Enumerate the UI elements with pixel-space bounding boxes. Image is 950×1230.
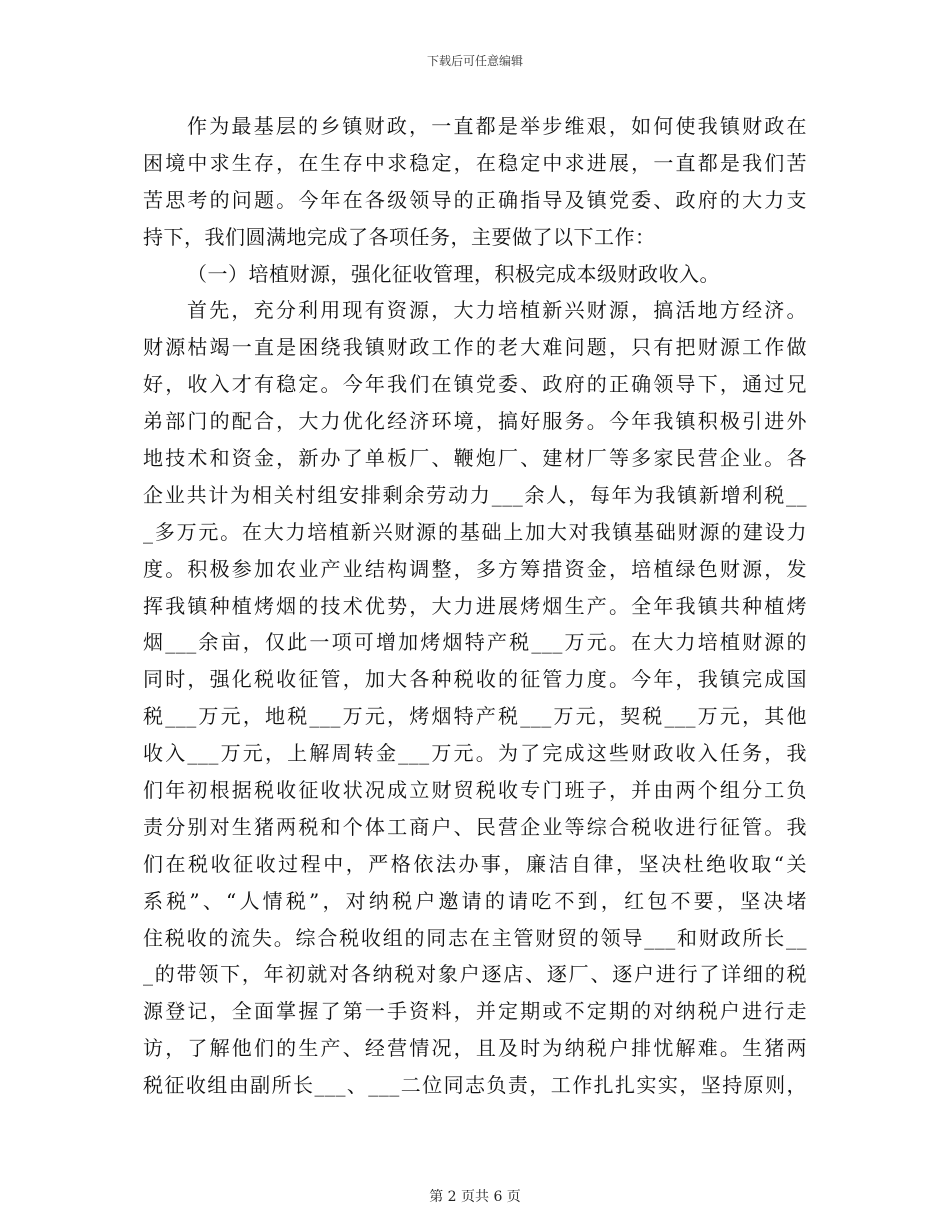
text-line: 持下，我们圆满地完成了各项任务，主要做了以下工作：	[143, 224, 656, 249]
text-line: 源登记，全面掌握了第一手资料，并定期或不定期的对纳税户进行走	[143, 999, 807, 1024]
paragraph	[143, 292, 807, 1104]
text-line: _多万元。在大力培植新兴财源的基础上加大对我镇基础财源的建设力	[143, 519, 807, 544]
text-line: 系税”、“人情税”，对纳税户邀请的请吃不到，红包不要，坚决堵	[143, 888, 807, 913]
text-line: 税___万元，地税___万元，烤烟特产税___万元，契税___万元，其他	[143, 704, 807, 729]
text-line: （一）培植财源，强化征收管理，积极完成本级财政收入。	[187, 261, 720, 286]
text-line: 困境中求生存，在生存中求稳定，在稳定中求进展，一直都是我们苦	[143, 150, 807, 175]
text-line: 挥我镇种植烤烟的技术优势，大力进展烤烟生产。全年我镇共种植烤	[143, 593, 807, 618]
text-line: 弟部门的配合，大力优化经济环境，搞好服务。今年我镇积极引进外	[143, 409, 807, 434]
text-line: 们在税收征收过程中，严格依法办事，廉洁自律，坚决杜绝收取“关	[143, 851, 807, 876]
text-line: 们年初根据税收征收状况成立财贸税收专门班子，并由两个组分工负	[143, 778, 807, 803]
text-line: 收入___万元，上解周转金___万元。为了完成这些财政收入任务，我	[143, 741, 807, 766]
text-line: 地技术和资金，新办了单板厂、鞭炮厂、建材厂等多家民营企业。各	[143, 446, 807, 471]
section-heading	[143, 256, 807, 293]
page-footer: 第 2 页共 6 页	[429, 1189, 521, 1205]
text-line: _的带领下，年初就对各纳税对象户逐店、逐厂、逐户进行了详细的税	[143, 962, 807, 987]
text-line: 作为最基层的乡镇财政，一直都是举步维艰，如何使我镇财政在	[187, 114, 807, 138]
text-line: 财源枯竭一直是困绕我镇财政工作的老大难问题，只有把财源工作做	[143, 335, 807, 360]
text-line: 企业共计为相关村组安排剩余劳动力___余人，每年为我镇新增利税__	[143, 482, 807, 507]
text-line: 责分别对生猪两税和个体工商户、民营企业等综合税收进行征管。我	[143, 814, 807, 839]
text-line: 烟___余亩，仅此一项可增加烤烟特产税___万元。在大力培植财源的	[143, 630, 807, 655]
text-line: 住税收的流失。综合税收组的同志在主管财贸的领导___和财政所长__	[143, 925, 807, 950]
text-line: 苦思考的问题。今年在各级领导的正确指导及镇党委、政府的大力支	[143, 187, 807, 212]
text-line: 税征收组由副所长___、___二位同志负责，工作扎扎实实，坚持原则，	[143, 1073, 807, 1098]
page-header: 下载后可任意编辑	[426, 54, 523, 68]
text-line: 度。积极参加农业产业结构调整，多方筹措资金，培植绿色财源，发	[143, 556, 807, 581]
text-line: 好，收入才有稳定。今年我们在镇党委、政府的正确领导下，通过兄	[143, 372, 807, 397]
paragraph	[143, 108, 807, 256]
document-body	[143, 108, 807, 1104]
text-line: 同时，强化税收征管，加大各种税收的征管力度。今年，我镇完成国	[143, 667, 807, 692]
text-line: 访，了解他们的生产、经营情况，且及时为纳税户排忧解难。生猪两	[143, 1036, 807, 1061]
text-line: 首先，充分利用现有资源，大力培植新兴财源，搞活地方经济。	[187, 298, 807, 323]
